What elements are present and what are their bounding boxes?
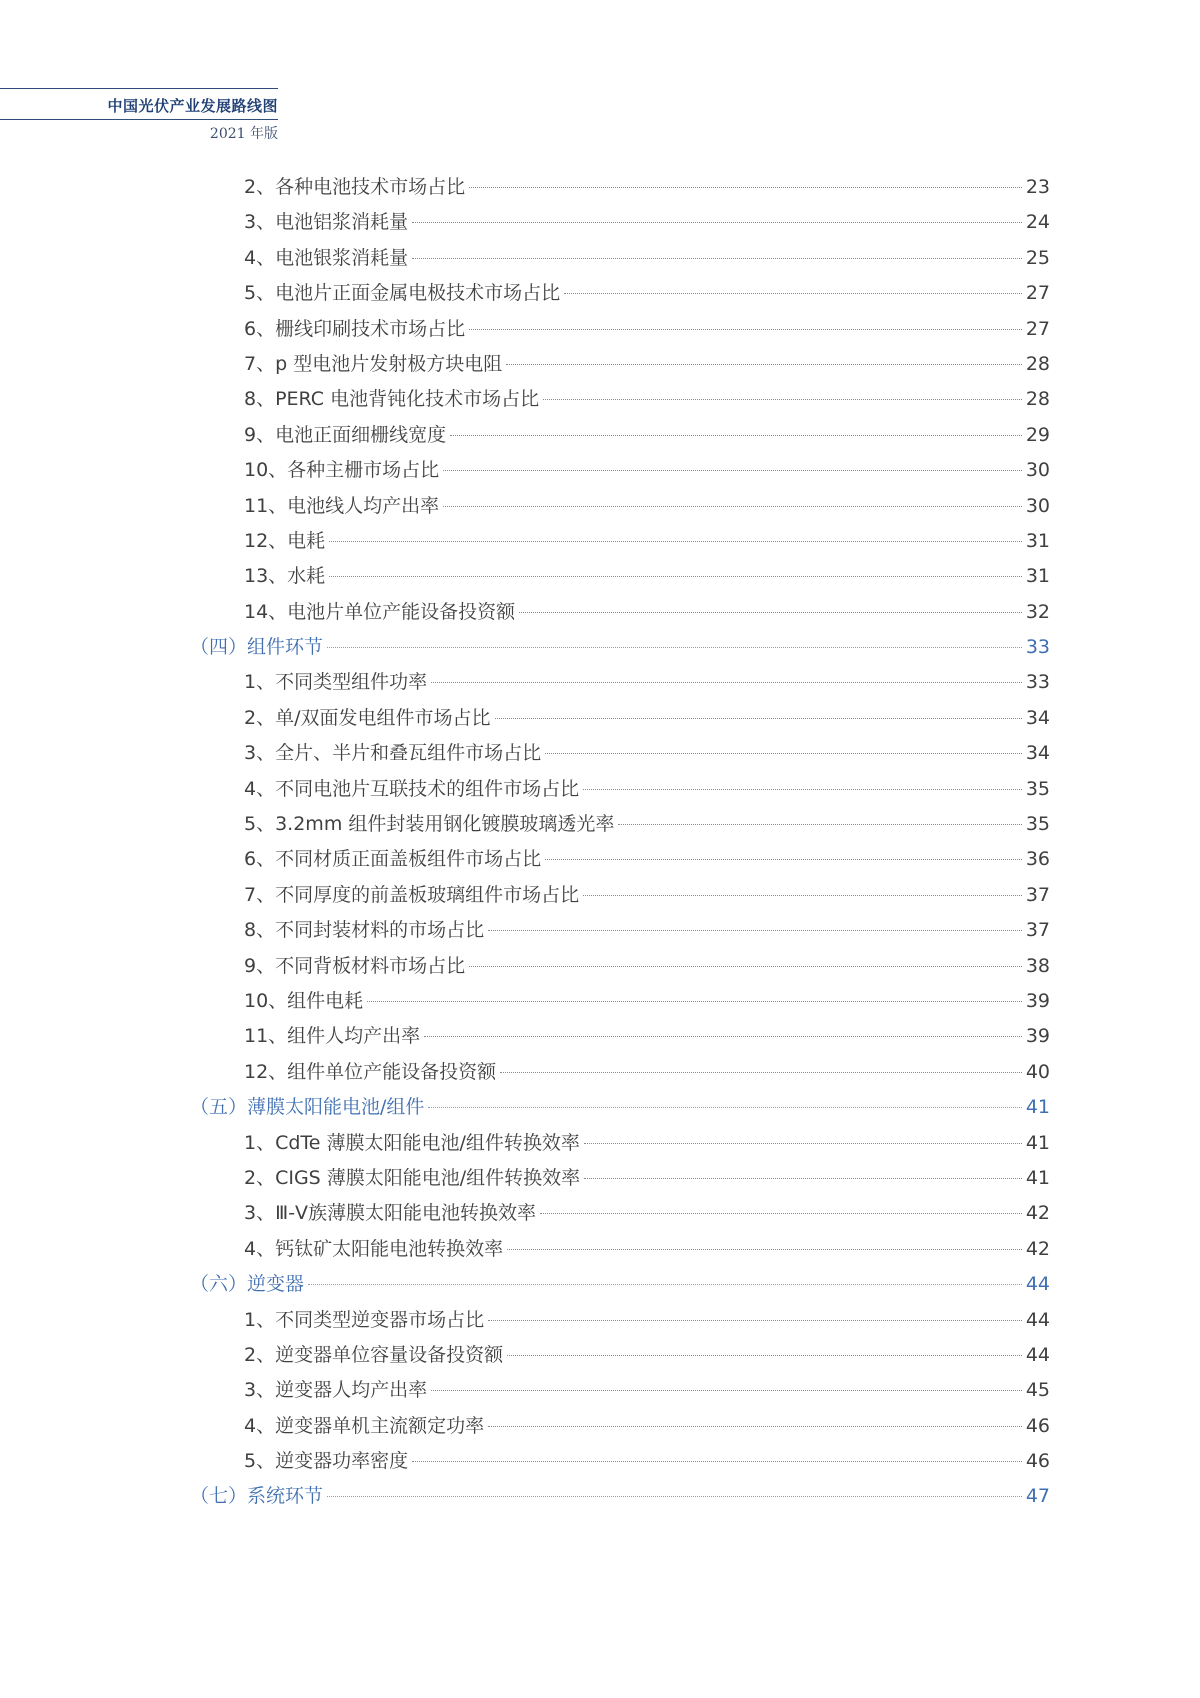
toc-entry-label: （四）组件环节 <box>190 636 324 659</box>
toc-entry-label: 10、组件电耗 <box>244 989 364 1012</box>
toc-dot-leader <box>431 682 1022 683</box>
toc-dot-leader <box>507 1355 1022 1356</box>
toc-entry-label: 2、各种电池技术市场占比 <box>244 176 466 198</box>
toc-dot-leader <box>327 1496 1022 1497</box>
toc-page-number: 46 <box>1025 1450 1050 1473</box>
toc-item-entry[interactable] <box>190 384 1050 419</box>
toc-item-entry[interactable] <box>190 986 1050 1021</box>
toc-item-entry[interactable] <box>190 809 1050 844</box>
toc-item-entry[interactable] <box>190 1446 1050 1481</box>
toc-dot-leader <box>469 329 1022 330</box>
toc-entry-label: 5、3.2mm 组件封装用钢化镀膜玻璃透光率 <box>244 813 615 836</box>
toc-page-number: 46 <box>1025 1414 1050 1437</box>
toc-page-number: 24 <box>1025 211 1050 234</box>
toc-dot-leader <box>412 258 1022 259</box>
toc-entry-label: 2、单/双面发电组件市场占比 <box>244 706 491 729</box>
toc-item-entry[interactable] <box>190 738 1050 773</box>
toc-dot-leader <box>618 824 1021 825</box>
toc-entry-label: 2、逆变器单位容量设备投资额 <box>244 1343 504 1366</box>
toc-item-entry[interactable] <box>190 1375 1050 1410</box>
toc-item-entry[interactable] <box>190 844 1050 879</box>
toc-entry-label: 2、CIGS 薄膜太阳能电池/组件转换效率 <box>244 1166 581 1189</box>
toc-item-entry[interactable] <box>190 561 1050 596</box>
toc-entry-label: 5、电池片正面金属电极技术市场占比 <box>244 282 561 305</box>
toc-dot-leader <box>543 399 1022 400</box>
toc-page-number: 32 <box>1025 600 1050 623</box>
toc-entry-label: 12、组件单位产能设备投资额 <box>244 1060 497 1083</box>
toc-dot-leader <box>488 1426 1022 1427</box>
document-edition: 2021 年版 <box>209 126 278 142</box>
toc-entry-label: 3、全片、半片和叠瓦组件市场占比 <box>244 742 542 765</box>
toc-dot-leader <box>488 1320 1022 1321</box>
toc-entry-label: 3、电池铝浆消耗量 <box>244 211 409 234</box>
toc-item-entry[interactable] <box>190 207 1050 242</box>
toc-item-entry[interactable] <box>190 1411 1050 1446</box>
toc-page-number: 42 <box>1025 1202 1050 1225</box>
toc-item-entry[interactable] <box>190 667 1050 702</box>
toc-entry-label: 8、PERC 电池背钝化技术市场占比 <box>244 388 540 411</box>
toc-page-number: 25 <box>1025 246 1050 269</box>
toc-item-entry[interactable] <box>190 880 1050 915</box>
toc-page-number: 27 <box>1025 282 1050 305</box>
toc-page-number: 37 <box>1025 919 1050 942</box>
toc-dot-leader <box>500 1072 1022 1073</box>
document-title: 中国光伏产业发展路线图 <box>107 97 278 115</box>
toc-entry-label: 6、栅线印刷技术市场占比 <box>244 317 466 340</box>
toc-entry-label: 3、逆变器人均产出率 <box>244 1379 428 1402</box>
toc-page-number: 30 <box>1025 494 1050 517</box>
toc-dot-leader <box>327 647 1022 648</box>
toc-dot-leader <box>583 895 1022 896</box>
toc-item-entry[interactable] <box>190 1163 1050 1198</box>
toc-dot-leader <box>412 222 1022 223</box>
toc-item-entry[interactable] <box>190 172 1050 207</box>
toc-page-number: 27 <box>1025 317 1050 340</box>
toc-dot-leader <box>424 1036 1022 1037</box>
toc-page-number: 41 <box>1025 1096 1050 1119</box>
toc-dot-leader <box>584 1178 1022 1179</box>
toc-dot-leader <box>367 1001 1022 1002</box>
toc-page-number: 45 <box>1025 1379 1050 1402</box>
toc-entry-label: 7、p 型电池片发射极方块电阻 <box>244 352 503 375</box>
toc-item-entry[interactable] <box>190 1198 1050 1233</box>
header-bottom-rule <box>0 119 278 120</box>
toc-page-number: 38 <box>1025 954 1050 977</box>
toc-item-entry[interactable] <box>190 1128 1050 1163</box>
toc-item-entry[interactable] <box>190 455 1050 490</box>
toc-page-number: 44 <box>1025 1273 1050 1296</box>
toc-page-number: 41 <box>1025 1166 1050 1189</box>
toc-dot-leader <box>545 859 1022 860</box>
toc-item-entry[interactable] <box>190 349 1050 384</box>
toc-page-number: 41 <box>1025 1131 1050 1154</box>
toc-page-number: 31 <box>1025 529 1050 552</box>
toc-entry-label: 1、不同类型逆变器市场占比 <box>244 1308 485 1331</box>
toc-entry-label: 4、钙钛矿太阳能电池转换效率 <box>244 1237 504 1260</box>
toc-dot-leader <box>443 506 1022 507</box>
toc-entry-label: 10、各种主栅市场占比 <box>244 459 440 482</box>
toc-item-entry[interactable] <box>190 491 1050 526</box>
toc-page-number: 28 <box>1025 388 1050 411</box>
toc-dot-leader <box>443 470 1022 471</box>
toc-item-entry[interactable] <box>190 597 1050 632</box>
toc-item-entry[interactable] <box>190 278 1050 313</box>
toc-entry-label: 8、不同封装材料的市场占比 <box>244 919 485 942</box>
toc-dot-leader <box>428 1107 1021 1108</box>
toc-dot-leader <box>564 293 1022 294</box>
toc-item-entry[interactable] <box>190 243 1050 278</box>
toc-page-number: 36 <box>1025 848 1050 871</box>
toc-page-number: 34 <box>1025 742 1050 765</box>
toc-page-number: 40 <box>1025 1060 1050 1083</box>
toc-dot-leader <box>488 930 1022 931</box>
toc-page-number: 33 <box>1025 636 1050 659</box>
toc-section-entry[interactable] <box>190 1481 1050 1516</box>
toc-item-entry[interactable] <box>190 951 1050 986</box>
toc-page-number: 37 <box>1025 883 1050 906</box>
toc-page-number: 33 <box>1025 671 1050 694</box>
toc-dot-leader <box>412 1461 1022 1462</box>
toc-entry-label: 5、逆变器功率密度 <box>244 1450 409 1473</box>
toc-item-entry[interactable] <box>190 526 1050 561</box>
toc-entry-label: （六）逆变器 <box>190 1273 305 1296</box>
table-of-contents <box>190 172 1050 1517</box>
toc-item-entry[interactable] <box>190 1340 1050 1375</box>
toc-dot-leader <box>519 612 1022 613</box>
toc-page-number: 44 <box>1025 1343 1050 1366</box>
toc-page-number: 35 <box>1025 813 1050 836</box>
toc-page-number: 42 <box>1025 1237 1050 1260</box>
toc-page-number: 29 <box>1025 423 1050 446</box>
toc-dot-leader <box>507 1249 1022 1250</box>
toc-page-number: 47 <box>1025 1485 1050 1508</box>
toc-item-entry[interactable] <box>190 703 1050 738</box>
toc-entry-label: （七）系统环节 <box>190 1485 324 1508</box>
toc-entry-label: 6、不同材质正面盖板组件市场占比 <box>244 848 542 871</box>
toc-dot-leader <box>329 576 1022 577</box>
toc-page-number: 34 <box>1025 706 1050 729</box>
toc-dot-leader <box>506 364 1022 365</box>
toc-item-entry[interactable] <box>190 1305 1050 1340</box>
toc-entry-label: 13、水耗 <box>244 565 326 588</box>
toc-dot-leader <box>308 1284 1022 1285</box>
toc-page-number: 35 <box>1025 777 1050 800</box>
toc-entry-label: 1、不同类型组件功率 <box>244 671 428 694</box>
toc-entry-label: 12、电耗 <box>244 529 326 552</box>
toc-entry-label: 11、组件人均产出率 <box>244 1025 421 1048</box>
toc-dot-leader <box>495 718 1022 719</box>
toc-dot-leader <box>329 541 1022 542</box>
toc-dot-leader <box>584 1143 1022 1144</box>
toc-dot-leader <box>540 1213 1022 1214</box>
toc-dot-leader <box>469 187 1022 188</box>
toc-page-number: 31 <box>1025 565 1050 588</box>
toc-entry-label: 14、电池片单位产能设备投资额 <box>244 600 516 623</box>
toc-page-number: 23 <box>1025 176 1050 198</box>
toc-entry-label: 1、CdTe 薄膜太阳能电池/组件转换效率 <box>244 1131 580 1154</box>
toc-dot-leader <box>450 435 1022 436</box>
toc-dot-leader <box>583 789 1022 790</box>
toc-item-entry[interactable] <box>190 420 1050 455</box>
toc-entry-label: 4、不同电池片互联技术的组件市场占比 <box>244 777 580 800</box>
toc-entry-label: 9、电池正面细栅线宽度 <box>244 423 447 446</box>
toc-entry-label: 4、逆变器单机主流额定功率 <box>244 1414 485 1437</box>
toc-page-number: 44 <box>1025 1308 1050 1331</box>
toc-entry-label: 7、不同厚度的前盖板玻璃组件市场占比 <box>244 883 580 906</box>
toc-item-entry[interactable] <box>190 915 1050 950</box>
toc-section-entry[interactable] <box>190 1092 1050 1127</box>
toc-page-number: 28 <box>1025 352 1050 375</box>
toc-item-entry[interactable] <box>190 774 1050 809</box>
toc-entry-label: 4、电池银浆消耗量 <box>244 246 409 269</box>
toc-entry-label: 11、电池线人均产出率 <box>244 494 440 517</box>
toc-entry-label: 9、不同背板材料市场占比 <box>244 954 466 977</box>
toc-dot-leader <box>469 966 1022 967</box>
toc-section-entry[interactable] <box>190 1269 1050 1304</box>
toc-item-entry[interactable] <box>190 314 1050 349</box>
toc-dot-leader <box>545 753 1022 754</box>
toc-entry-label: （五）薄膜太阳能电池/组件 <box>190 1096 425 1119</box>
toc-entry-label: 3、Ⅲ-Ⅴ族薄膜太阳能电池转换效率 <box>244 1202 537 1225</box>
toc-page-number: 30 <box>1025 459 1050 482</box>
toc-section-entry[interactable] <box>190 632 1050 667</box>
toc-dot-leader <box>431 1390 1022 1391</box>
toc-page-number: 39 <box>1025 989 1050 1012</box>
toc-page-number: 39 <box>1025 1025 1050 1048</box>
toc-item-entry[interactable] <box>190 1021 1050 1056</box>
toc-item-entry[interactable] <box>190 1057 1050 1092</box>
toc-item-entry[interactable] <box>190 1234 1050 1269</box>
page-header <box>0 88 278 143</box>
